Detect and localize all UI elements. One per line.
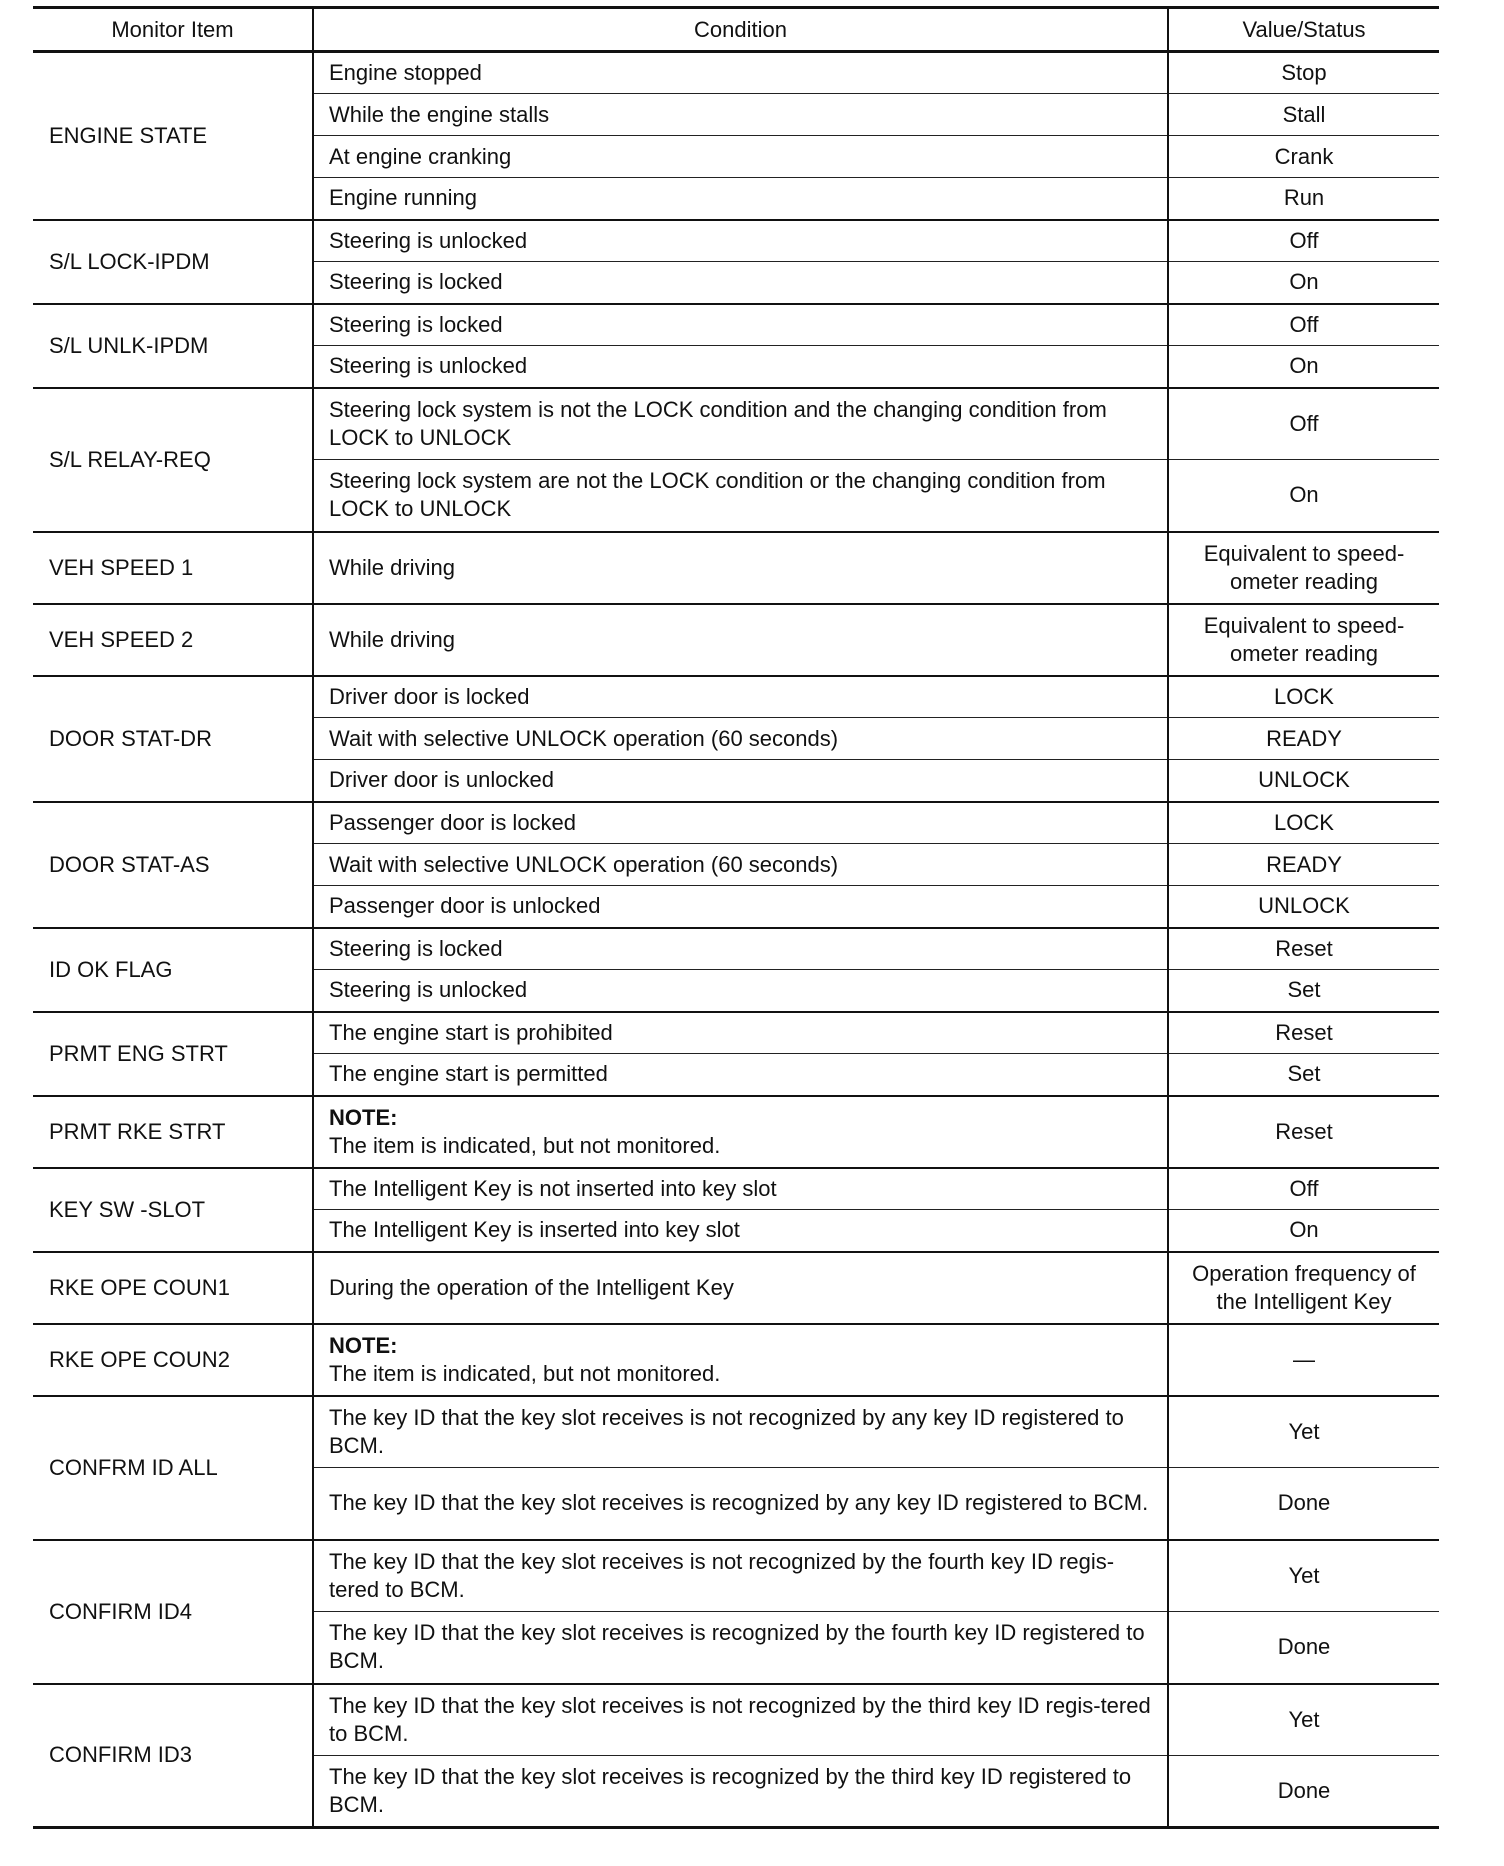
value-status-cell: Crank xyxy=(1168,136,1439,178)
condition-cell: Driver door is unlocked xyxy=(313,760,1168,802)
table-row xyxy=(33,1096,1439,1168)
header-condition: Condition xyxy=(313,8,1168,52)
condition-cell: While the engine stalls xyxy=(313,94,1168,136)
value-status-cell: Set xyxy=(1168,1054,1439,1096)
condition-cell: Steering is unlocked xyxy=(313,346,1168,388)
value-status-cell: Done xyxy=(1168,1756,1439,1828)
value-status-cell: UNLOCK xyxy=(1168,886,1439,928)
note-text: The item is indicated, but not monitored. xyxy=(329,1360,721,1386)
condition-cell: During the operation of the Intelligent Key xyxy=(313,1252,1168,1324)
value-status-cell: Done xyxy=(1168,1468,1439,1540)
table-row xyxy=(33,52,1439,94)
value-status-cell: Off xyxy=(1168,388,1439,460)
monitor-item-cell: DOOR STAT-DR xyxy=(33,676,313,802)
condition-cell xyxy=(313,1324,1168,1396)
value-status-cell: Set xyxy=(1168,970,1439,1012)
table-row xyxy=(33,304,1439,346)
value-status-cell: Off xyxy=(1168,1168,1439,1210)
condition-cell: Wait with selective UNLOCK operation (60 seconds) xyxy=(313,718,1168,760)
table-row xyxy=(33,676,1439,718)
monitor-item-cell: CONFIRM ID3 xyxy=(33,1684,313,1828)
value-status-cell: Off xyxy=(1168,304,1439,346)
monitor-item-cell: VEH SPEED 1 xyxy=(33,532,313,604)
condition-cell: Wait with selective UNLOCK operation (60 seconds) xyxy=(313,844,1168,886)
monitor-item-table xyxy=(33,6,1439,1829)
table-row xyxy=(33,1252,1439,1324)
monitor-item-cell: ENGINE STATE xyxy=(33,52,313,220)
value-status-cell: Equivalent to speed-ometer reading xyxy=(1168,532,1439,604)
condition-cell: The key ID that the key slot receives is not recognized by the fourth key ID regis-tered to BCM. xyxy=(313,1540,1168,1612)
value-status-cell: Done xyxy=(1168,1612,1439,1684)
monitor-item-cell: PRMT RKE STRT xyxy=(33,1096,313,1168)
monitor-item-cell: S/L UNLK-IPDM xyxy=(33,304,313,388)
value-status-cell: Equivalent to speed-ometer reading xyxy=(1168,604,1439,676)
monitor-item-cell: DOOR STAT-AS xyxy=(33,802,313,928)
value-status-cell: READY xyxy=(1168,844,1439,886)
table-header-row xyxy=(33,8,1439,52)
monitor-item-cell: VEH SPEED 2 xyxy=(33,604,313,676)
monitor-item-cell: CONFIRM ID4 xyxy=(33,1540,313,1684)
header-value-status: Value/Status xyxy=(1168,8,1439,52)
condition-cell: The engine start is permitted xyxy=(313,1054,1168,1096)
table-row xyxy=(33,388,1439,460)
value-status-cell: Reset xyxy=(1168,1012,1439,1054)
condition-cell: The engine start is prohibited xyxy=(313,1012,1168,1054)
value-status-cell: — xyxy=(1168,1324,1439,1396)
value-status-cell: On xyxy=(1168,460,1439,532)
note-label: NOTE: xyxy=(329,1104,398,1130)
value-status-cell: Yet xyxy=(1168,1684,1439,1756)
condition-cell: Steering is unlocked xyxy=(313,970,1168,1012)
note-label: NOTE: xyxy=(329,1332,398,1358)
condition-cell: Steering lock system is not the LOCK condition and the changing condition from LOCK to UNLOCK xyxy=(313,388,1168,460)
condition-cell: The key ID that the key slot receives is recognized by the third key ID registered to BCM. xyxy=(313,1756,1168,1828)
value-status-cell: On xyxy=(1168,262,1439,304)
table-row xyxy=(33,604,1439,676)
table-body xyxy=(33,52,1439,1828)
condition-cell xyxy=(313,1096,1168,1168)
value-status-cell: READY xyxy=(1168,718,1439,760)
value-status-cell: On xyxy=(1168,1210,1439,1252)
condition-cell: Engine running xyxy=(313,178,1168,220)
monitor-item-cell: RKE OPE COUN2 xyxy=(33,1324,313,1396)
condition-cell: While driving xyxy=(313,532,1168,604)
value-status-cell: Off xyxy=(1168,220,1439,262)
table-row xyxy=(33,1012,1439,1054)
condition-cell: Engine stopped xyxy=(313,52,1168,94)
condition-cell: Steering is locked xyxy=(313,304,1168,346)
table-row xyxy=(33,802,1439,844)
value-status-cell: Yet xyxy=(1168,1540,1439,1612)
monitor-item-cell: S/L RELAY-REQ xyxy=(33,388,313,532)
table-row xyxy=(33,1540,1439,1612)
monitor-item-cell: S/L LOCK-IPDM xyxy=(33,220,313,304)
table-row xyxy=(33,1324,1439,1396)
table-row xyxy=(33,1684,1439,1756)
condition-cell: Passenger door is locked xyxy=(313,802,1168,844)
condition-cell: Steering is locked xyxy=(313,928,1168,970)
monitor-item-cell: RKE OPE COUN1 xyxy=(33,1252,313,1324)
condition-cell: While driving xyxy=(313,604,1168,676)
monitor-item-cell: KEY SW -SLOT xyxy=(33,1168,313,1252)
condition-cell: The key ID that the key slot receives is not recognized by any key ID registered to BCM. xyxy=(313,1396,1168,1468)
table-row xyxy=(33,928,1439,970)
monitor-item-cell: CONFRM ID ALL xyxy=(33,1396,313,1540)
table-row xyxy=(33,220,1439,262)
condition-cell: Steering is locked xyxy=(313,262,1168,304)
value-status-cell: Reset xyxy=(1168,928,1439,970)
table-row xyxy=(33,1396,1439,1468)
value-status-cell: Run xyxy=(1168,178,1439,220)
condition-cell: Driver door is locked xyxy=(313,676,1168,718)
table-row xyxy=(33,532,1439,604)
value-status-cell: Stop xyxy=(1168,52,1439,94)
condition-cell: The key ID that the key slot receives is recognized by any key ID registered to BCM. xyxy=(313,1468,1168,1540)
condition-cell: The key ID that the key slot receives is recognized by the fourth key ID registered to BCM. xyxy=(313,1612,1168,1684)
value-status-cell: Operation frequency of the Intelligent Key xyxy=(1168,1252,1439,1324)
header-monitor-item: Monitor Item xyxy=(33,8,313,52)
note-text: The item is indicated, but not monitored. xyxy=(329,1132,721,1158)
condition-cell: The Intelligent Key is inserted into key slot xyxy=(313,1210,1168,1252)
value-status-cell: LOCK xyxy=(1168,676,1439,718)
condition-cell: At engine cranking xyxy=(313,136,1168,178)
value-status-cell: Yet xyxy=(1168,1396,1439,1468)
value-status-cell: LOCK xyxy=(1168,802,1439,844)
condition-cell: Steering lock system are not the LOCK condition or the changing condition from LOCK to UNLOCK xyxy=(313,460,1168,532)
value-status-cell: UNLOCK xyxy=(1168,760,1439,802)
table-row xyxy=(33,1168,1439,1210)
condition-cell: Passenger door is unlocked xyxy=(313,886,1168,928)
condition-cell: The Intelligent Key is not inserted into key slot xyxy=(313,1168,1168,1210)
value-status-cell: Reset xyxy=(1168,1096,1439,1168)
value-status-cell: Stall xyxy=(1168,94,1439,136)
condition-cell: The key ID that the key slot receives is not recognized by the third key ID regis-tered to BCM. xyxy=(313,1684,1168,1756)
monitor-item-cell: ID OK FLAG xyxy=(33,928,313,1012)
monitor-item-cell: PRMT ENG STRT xyxy=(33,1012,313,1096)
value-status-cell: On xyxy=(1168,346,1439,388)
condition-cell: Steering is unlocked xyxy=(313,220,1168,262)
